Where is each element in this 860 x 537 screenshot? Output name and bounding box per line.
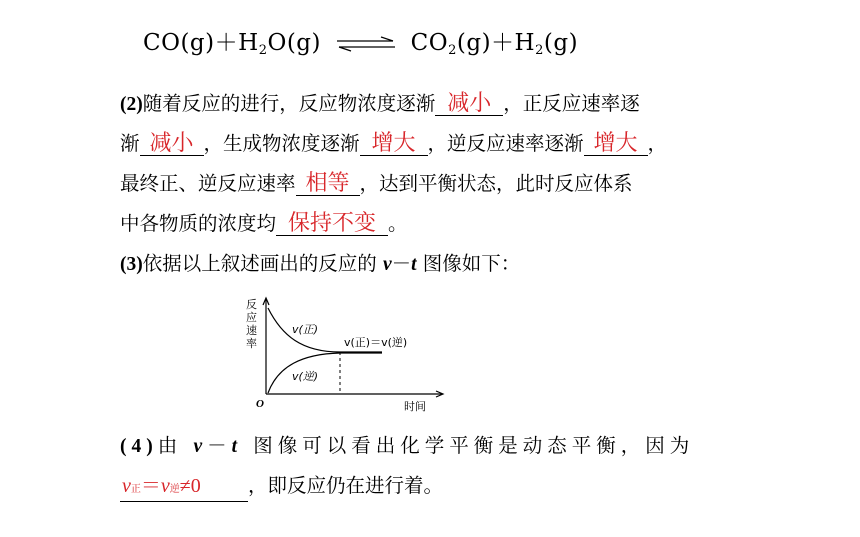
forward-label: v(正): [292, 323, 319, 336]
answer-blank: 增大: [584, 133, 648, 156]
equal-label: v(正)＝v(逆): [344, 336, 408, 349]
equation-right: CO: [410, 30, 449, 56]
p2-line-3: 最终正、逆反应速率 相等 ，达到平衡状态，此时反应体系: [120, 171, 633, 196]
p2-line-2: 渐 减小 ，生成物浓度逐渐 增大 ，逆反应速率逐渐 增大 ，: [120, 131, 668, 156]
p2-line-4: 中各物质的浓度均 保持不变 。: [120, 211, 408, 236]
answer-blank: 增大: [360, 133, 428, 156]
answer-blank: 减小: [435, 93, 503, 116]
answer-blank: 减小: [140, 133, 204, 156]
reaction-equation: $CO(g)+H_2O(g)$ $CO_2(g)+H_2(g)$: [143, 30, 579, 58]
p4-line-2: v正＝v逆≠0 ，即反应仍在进行着。: [120, 470, 443, 502]
answer-blank-formula: v正＝v逆≠0: [120, 475, 248, 502]
p2-line-1: (2)随着反应的进行，反应物浓度逐渐 减小 ，正反应速率逐: [120, 91, 640, 116]
x-label: 时间: [404, 400, 426, 413]
y-label-3: 速: [246, 324, 257, 337]
answer-blank: 相等: [296, 173, 360, 196]
answer-blank: 保持不变: [276, 213, 388, 236]
y-label-2: 应: [246, 311, 257, 324]
reverse-rate-curve: [268, 353, 382, 393]
equilibrium-arrow-icon: [335, 36, 397, 52]
v-t-graph: [232, 296, 452, 420]
reverse-label: v(逆): [292, 370, 319, 383]
y-label-1: 反: [246, 298, 257, 311]
y-label-4: 率: [246, 337, 257, 350]
origin-label: O: [256, 398, 264, 410]
p3-line: (3)依据以上叙述画出的反应的 v－t 图像如下：: [120, 252, 521, 275]
p4-line-1: (4)由 v－t 图像可以看出化学平衡是动态平衡，因为: [120, 434, 695, 457]
equation-left: CO(g)＋H: [143, 30, 259, 56]
